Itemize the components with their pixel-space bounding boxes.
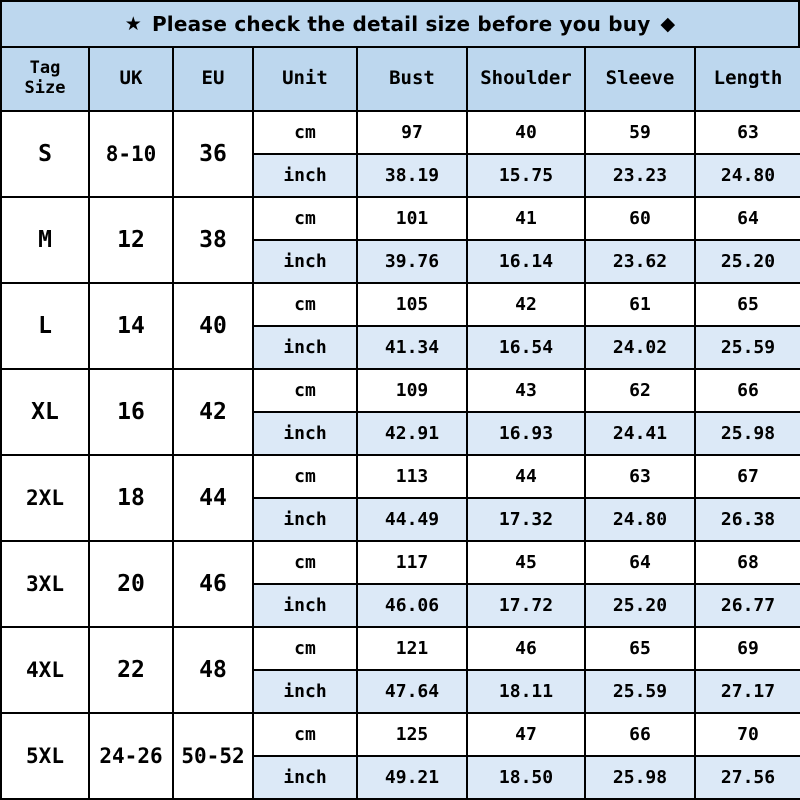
notice-text: Please check the detail size before you buy: [151, 12, 651, 36]
column-header-shoulder: Shoulder: [467, 47, 585, 111]
cell-sleeve-inch: 24.80: [585, 498, 695, 541]
cell-length-cm: 69: [695, 627, 800, 670]
star-icon: ★: [124, 12, 142, 35]
cell-bust-inch: 44.49: [357, 498, 467, 541]
cell-size: L: [1, 283, 89, 369]
cell-uk: 16: [89, 369, 173, 455]
cell-bust-cm: 105: [357, 283, 467, 326]
cell-shoulder-inch: 17.32: [467, 498, 585, 541]
cell-length-inch: 27.56: [695, 756, 800, 799]
cell-unit-cm: cm: [253, 627, 357, 670]
cell-uk: 18: [89, 455, 173, 541]
cell-bust-cm: 97: [357, 111, 467, 154]
cell-uk: 20: [89, 541, 173, 627]
cell-unit-inch: inch: [253, 326, 357, 369]
column-header-eu: EU: [173, 47, 253, 111]
notice-banner: [0, 0, 800, 46]
cell-unit-cm: cm: [253, 369, 357, 412]
tag-size-line1: Tag: [29, 58, 61, 79]
cell-bust-inch: 39.76: [357, 240, 467, 283]
cell-eu: 48: [173, 627, 253, 713]
table-row: [1, 541, 800, 584]
cell-shoulder-inch: 18.50: [467, 756, 585, 799]
cell-length-inch: 25.20: [695, 240, 800, 283]
cell-shoulder-cm: 44: [467, 455, 585, 498]
cell-shoulder-inch: 18.11: [467, 670, 585, 713]
cell-size: 2XL: [1, 455, 89, 541]
cell-unit-inch: inch: [253, 756, 357, 799]
column-header-tag-size: [1, 47, 89, 111]
cell-shoulder-inch: 17.72: [467, 584, 585, 627]
cell-length-cm: 68: [695, 541, 800, 584]
cell-sleeve-inch: 25.20: [585, 584, 695, 627]
cell-size: 3XL: [1, 541, 89, 627]
cell-shoulder-inch: 16.54: [467, 326, 585, 369]
cell-shoulder-cm: 47: [467, 713, 585, 756]
cell-bust-cm: 109: [357, 369, 467, 412]
cell-unit-inch: inch: [253, 670, 357, 713]
cell-bust-inch: 38.19: [357, 154, 467, 197]
cell-sleeve-cm: 63: [585, 455, 695, 498]
tag-size-line2: Size: [24, 78, 66, 98]
cell-length-cm: 63: [695, 111, 800, 154]
cell-sleeve-cm: 62: [585, 369, 695, 412]
cell-sleeve-cm: 66: [585, 713, 695, 756]
cell-length-cm: 64: [695, 197, 800, 240]
cell-shoulder-cm: 43: [467, 369, 585, 412]
cell-unit-cm: cm: [253, 455, 357, 498]
cell-uk: 24-26: [89, 713, 173, 799]
cell-shoulder-cm: 42: [467, 283, 585, 326]
cell-sleeve-cm: 64: [585, 541, 695, 584]
cell-length-inch: 24.80: [695, 154, 800, 197]
column-header-length: Length: [695, 47, 800, 111]
cell-size: S: [1, 111, 89, 197]
table-row: [1, 111, 800, 154]
cell-length-cm: 70: [695, 713, 800, 756]
cell-eu: 44: [173, 455, 253, 541]
table-row: [1, 283, 800, 326]
table-row: [1, 455, 800, 498]
cell-bust-cm: 117: [357, 541, 467, 584]
cell-shoulder-inch: 15.75: [467, 154, 585, 197]
cell-uk: 12: [89, 197, 173, 283]
cell-eu: 38: [173, 197, 253, 283]
cell-size: 5XL: [1, 713, 89, 799]
cell-bust-cm: 121: [357, 627, 467, 670]
cell-sleeve-inch: 25.98: [585, 756, 695, 799]
cell-sleeve-inch: 23.23: [585, 154, 695, 197]
cell-unit-inch: inch: [253, 240, 357, 283]
cell-uk: 22: [89, 627, 173, 713]
cell-shoulder-cm: 45: [467, 541, 585, 584]
cell-shoulder-cm: 40: [467, 111, 585, 154]
table-row: [1, 713, 800, 756]
cell-unit-inch: inch: [253, 584, 357, 627]
column-header-bust: Bust: [357, 47, 467, 111]
cell-bust-cm: 125: [357, 713, 467, 756]
column-header-unit: Unit: [253, 47, 357, 111]
cell-unit-inch: inch: [253, 154, 357, 197]
table-row: [1, 627, 800, 670]
cell-eu: 36: [173, 111, 253, 197]
table-header: [1, 47, 800, 111]
cell-sleeve-cm: 65: [585, 627, 695, 670]
cell-sleeve-cm: 60: [585, 197, 695, 240]
cell-length-inch: 25.59: [695, 326, 800, 369]
diamond-icon: ◆: [660, 12, 676, 35]
cell-eu: 40: [173, 283, 253, 369]
cell-bust-inch: 49.21: [357, 756, 467, 799]
cell-unit-cm: cm: [253, 111, 357, 154]
cell-length-cm: 67: [695, 455, 800, 498]
cell-bust-inch: 46.06: [357, 584, 467, 627]
cell-length-inch: 27.17: [695, 670, 800, 713]
header-row: [1, 47, 800, 111]
cell-bust-inch: 47.64: [357, 670, 467, 713]
cell-unit-cm: cm: [253, 283, 357, 326]
cell-eu: 42: [173, 369, 253, 455]
cell-bust-inch: 41.34: [357, 326, 467, 369]
cell-uk: 8-10: [89, 111, 173, 197]
cell-bust-cm: 101: [357, 197, 467, 240]
cell-unit-inch: inch: [253, 412, 357, 455]
cell-length-cm: 66: [695, 369, 800, 412]
cell-bust-cm: 113: [357, 455, 467, 498]
cell-unit-cm: cm: [253, 541, 357, 584]
cell-uk: 14: [89, 283, 173, 369]
cell-sleeve-inch: 25.59: [585, 670, 695, 713]
cell-unit-cm: cm: [253, 713, 357, 756]
cell-bust-inch: 42.91: [357, 412, 467, 455]
cell-sleeve-inch: 23.62: [585, 240, 695, 283]
column-header-sleeve: Sleeve: [585, 47, 695, 111]
cell-unit-cm: cm: [253, 197, 357, 240]
cell-length-inch: 25.98: [695, 412, 800, 455]
cell-sleeve-inch: 24.41: [585, 412, 695, 455]
cell-shoulder-cm: 46: [467, 627, 585, 670]
cell-size: 4XL: [1, 627, 89, 713]
cell-shoulder-cm: 41: [467, 197, 585, 240]
cell-sleeve-cm: 59: [585, 111, 695, 154]
cell-length-inch: 26.38: [695, 498, 800, 541]
table-body: [1, 111, 800, 799]
cell-length-inch: 26.77: [695, 584, 800, 627]
cell-size: XL: [1, 369, 89, 455]
cell-sleeve-inch: 24.02: [585, 326, 695, 369]
size-table: [0, 46, 800, 800]
cell-shoulder-inch: 16.14: [467, 240, 585, 283]
cell-sleeve-cm: 61: [585, 283, 695, 326]
cell-eu: 46: [173, 541, 253, 627]
cell-size: M: [1, 197, 89, 283]
cell-unit-inch: inch: [253, 498, 357, 541]
cell-length-cm: 65: [695, 283, 800, 326]
column-header-uk: UK: [89, 47, 173, 111]
cell-shoulder-inch: 16.93: [467, 412, 585, 455]
table-row: [1, 369, 800, 412]
cell-eu: 50-52: [173, 713, 253, 799]
table-row: [1, 197, 800, 240]
